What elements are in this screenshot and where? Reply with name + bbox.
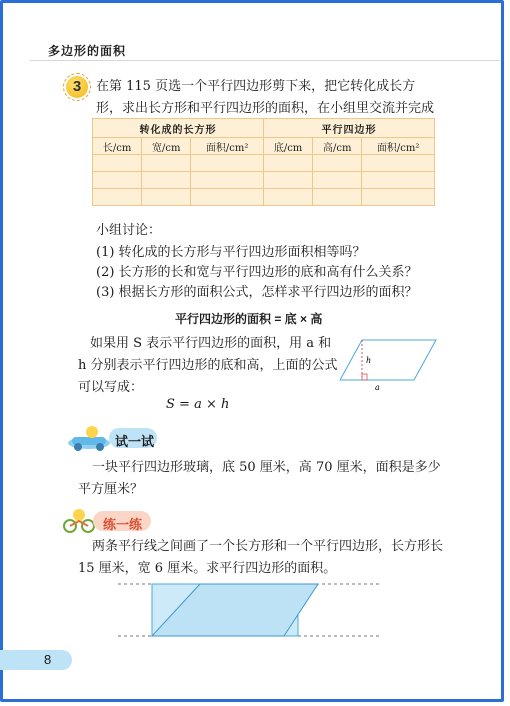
col-length: 长/cm (93, 138, 142, 155)
col-height: 高/cm (313, 138, 362, 155)
table-cell[interactable] (362, 172, 435, 189)
table-row (93, 172, 435, 189)
table-cell[interactable] (191, 155, 264, 172)
practice-problem: 两条平行线之间画了一个长方形和一个平行四边形，长方形长 15 厘米，宽 6 厘米。求平行四边形的面积。 (78, 539, 444, 576)
car-icon (66, 424, 112, 452)
table-row (93, 189, 435, 206)
col-width: 宽/cm (142, 138, 191, 155)
table-cell[interactable] (263, 172, 312, 189)
try-problem: 一块平行四边形玻璃，底 50 厘米，高 70 厘米，面积是多少平方厘米？ (78, 460, 441, 497)
base-label: a (375, 383, 380, 392)
col-rect-area: 面积/cm² (191, 138, 264, 155)
table-group-rectangle: 转化成的长方形 (93, 119, 264, 138)
table-cell[interactable] (93, 189, 142, 206)
table-cell[interactable] (142, 155, 191, 172)
symbolic-formula: S = a × h (166, 397, 230, 412)
table-cell[interactable] (191, 189, 264, 206)
activity-instruction: 在第 115 页选一个平行四边形剪下来，把它转化成长方形，求出长方形和平行四边形的面积，在小组里交流并完成 (96, 79, 435, 116)
table-cell[interactable] (362, 155, 435, 172)
discussion-question-3: (3) 根据长方形的面积公式，怎样求平行四边形的面积？ (96, 285, 418, 300)
activity-number-badge: 3 (66, 76, 88, 98)
table-cell[interactable] (313, 155, 362, 172)
practice-title: 练一练 (103, 517, 143, 532)
table-group-parallelogram: 平行四边形 (263, 119, 434, 138)
table-cell[interactable] (313, 189, 362, 206)
page-number: 8 (44, 652, 52, 667)
discussion-question-1: (1) 转化成的长方形与平行四边形面积相等吗？ (96, 245, 366, 260)
table-cell[interactable] (362, 189, 435, 206)
header-divider (30, 60, 500, 61)
try-title: 试一试 (115, 434, 155, 449)
area-formula: 平行四边形的面积 = 底 × 高 (175, 312, 323, 326)
area-table (92, 118, 435, 206)
height-label: h (366, 356, 372, 365)
table-cell[interactable] (93, 172, 142, 189)
table-cell[interactable] (263, 189, 312, 206)
col-base: 底/cm (263, 138, 312, 155)
table-cell[interactable] (142, 189, 191, 206)
table-row (93, 155, 435, 172)
table-cell[interactable] (142, 172, 191, 189)
chapter-header: 多边形的面积 (48, 44, 127, 58)
formula-explanation: 如果用 S 表示平行四边形的面积，用 a 和 h 分别表示平行四边形的底和高，上面的公式可以写成： (78, 336, 338, 395)
table-cell[interactable] (191, 172, 264, 189)
table-cell[interactable] (263, 155, 312, 172)
table-cell[interactable] (93, 155, 142, 172)
table-cell[interactable] (313, 172, 362, 189)
parallel-lines-figure (118, 580, 380, 642)
bike-icon (63, 507, 95, 533)
discussion-question-2: (2) 长方形的长和宽与平行四边形的底和高有什么关系？ (96, 265, 418, 280)
col-para-area: 面积/cm² (362, 138, 435, 155)
page-number-tab (0, 650, 72, 670)
parallelogram-diagram (340, 336, 440, 392)
discussion-title: 小组讨论： (96, 223, 162, 238)
